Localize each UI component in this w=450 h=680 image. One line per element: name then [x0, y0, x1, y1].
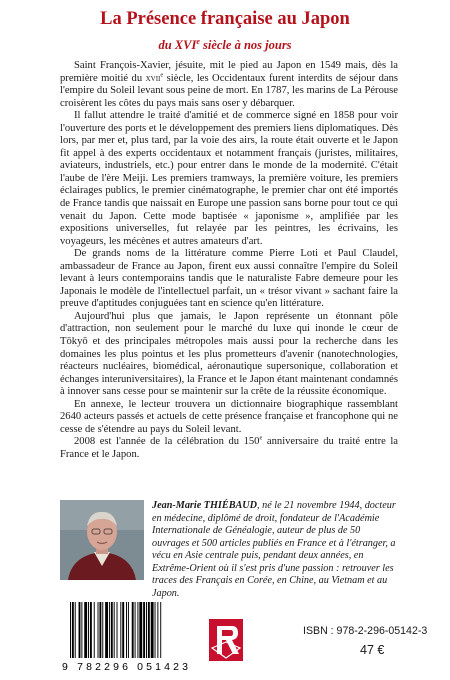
barcode-bar — [120, 602, 121, 658]
barcode-bar — [155, 602, 156, 658]
barcode-bar — [137, 602, 138, 658]
subtitle-sup: e — [196, 37, 200, 46]
subtitle-prefix: du XVI — [158, 38, 197, 53]
paragraph-4: Aujourd'hui plus que jamais, le Japon représente un étonnant pôle d'attraction, non seulement pour le marché du luxe qui inonde le cœur de Tōkyō et des principales métropoles mais aussi pour la recherche dans les domaines les plus pointus et les plus prometteurs d'avenir (nanotechnologies, réacteurs nucléaires, biomédical, aéronautique supersonique, collaboration et échanges interuniversitaires), la France et le Japon étant maintenant condamnés à innover sans cesse pour se maintenir sur la crête de la réussite économique. — [60, 310, 398, 398]
paragraph-3: De grands noms de la littérature comme Pierre Loti et Paul Claudel, ambassadeur de France au Japon, firent eux aussi connaître l'empire du Soleil levant à leurs contemporains tandis que le naturaliste Fabre demeure pour les Japonais le modèle de l'intellectuel parfait, un « trésor vivant » sachant faire la preuve d'aptitudes conjuguées tant en science qu'en littérature. — [60, 248, 398, 310]
barcode-bar — [99, 602, 101, 658]
barcode-bar — [105, 602, 108, 658]
barcode-bar — [72, 602, 74, 658]
paragraph-5: En annexe, le lecteur trouvera un dictionnaire biographique rassemblant 2640 acteurs passés et actuels de cette présence française et francophone qui ne cesse de s'étendre au pays du Soleil levant. — [60, 398, 398, 435]
barcode-bar — [135, 602, 136, 658]
author-bio-text: , né le 21 novembre 1944, docteur en médecine, diplômé de droit, fondateur de l'Académie Internationale de Généalogie, auteur de plus de 50 ouvrages et 500 articles publiés en France et à l'étranger, a vécu en Asie centrale puis, pendant deux années, en Extrême-Orient où il s'est pris d'une passion : retrouver les traces des Français en Corée, en Chine, au Vietnam et au Japon. — [152, 500, 396, 599]
author-name: Jean-Marie THIÉBAUD — [152, 500, 257, 511]
barcode — [60, 600, 192, 672]
barcode-bar — [109, 602, 110, 658]
book-subtitle — [0, 34, 450, 53]
barcode-bar — [114, 602, 115, 658]
paragraph-2: Il fallut attendre le traité d'amitié et de commerce signé en 1858 pour voir l'ouverture des ports et le développement des premiers liens diplomatiques. Dès lors, par mer et, plus tard, par la voie des airs, la route était ouverte et le Japon fit appel à des experts occidentaux et notamment français (juristes, militaires, aviateurs, industriels, etc.) pour entrer dans le monde de la modernité. C'était l'aube de l'ère Meiji. Les premiers tramways, la première voiture, les premiers éclairages publics, le premier cinématographe, le premier char ont été importés de France tandis que naissait en Europe une passion sans borne pour tout ce qui venait du Japon. Cette mode baptisée « japonisme », amplifiée par les expositions universelles, fut relayée par les peintres, les écrivains, les voyageurs, les mécènes et autres amateurs d'art. — [60, 110, 398, 247]
barcode-bar — [102, 602, 103, 658]
barcode-bar — [111, 602, 113, 658]
price: 47 € — [360, 643, 385, 657]
author-bio — [152, 500, 399, 600]
barcode-digits: 9 782296 051423 — [62, 661, 188, 672]
barcode-bar — [70, 602, 71, 658]
p6-start: 2008 est l'année de la célébration du 150 — [74, 436, 260, 448]
paragraph-6 — [60, 436, 398, 461]
paragraph-1 — [60, 60, 398, 110]
publisher-logo — [208, 618, 244, 662]
barcode-bar — [94, 602, 95, 658]
barcode-bar — [132, 602, 134, 658]
isbn: ISBN : 978-2-296-05142-3 — [303, 625, 428, 637]
subtitle-rest: siècle à nos jours — [199, 38, 292, 53]
author-photo — [60, 500, 144, 580]
barcode-bar — [84, 602, 87, 658]
barcode-bar — [126, 602, 127, 658]
barcode-bar — [128, 602, 129, 658]
barcode-bar — [90, 602, 92, 658]
barcode-bar — [75, 602, 76, 658]
p6-end: anniversaire du traité entre la France et le Japon. — [60, 436, 398, 460]
p6-sup: e — [259, 434, 263, 442]
barcode-bar — [143, 602, 145, 658]
barcode-bar — [79, 602, 81, 658]
barcode-bar — [122, 602, 124, 658]
barcode-bar — [148, 602, 150, 658]
p1-start: Saint François-Xavier, jésuite, mit le pied au Japon en 1549 mais, dès la première moitié du — [60, 60, 398, 84]
barcode-bar — [81, 602, 82, 658]
century-sup: e — [160, 71, 164, 79]
barcode-bar — [151, 602, 154, 658]
barcode-bar — [98, 602, 99, 658]
back-cover-text — [60, 60, 398, 462]
barcode-bar — [160, 602, 161, 658]
barcode-bar — [139, 602, 142, 658]
p1-end: siècle, les Occidentaux furent interdits de séjour dans l'empire du Soleil levant sous peine de mort. En 1787, les marins de La Pérouse croisèrent les côtes du pays mais sans oser y débarquer. — [60, 72, 399, 109]
book-title: La Présence française au Japon — [100, 9, 350, 29]
barcode-bar — [157, 602, 158, 658]
barcode-bar — [88, 602, 89, 658]
century-roman: xvii — [145, 72, 161, 84]
barcode-bar — [117, 602, 118, 658]
barcode-bar — [146, 602, 147, 658]
